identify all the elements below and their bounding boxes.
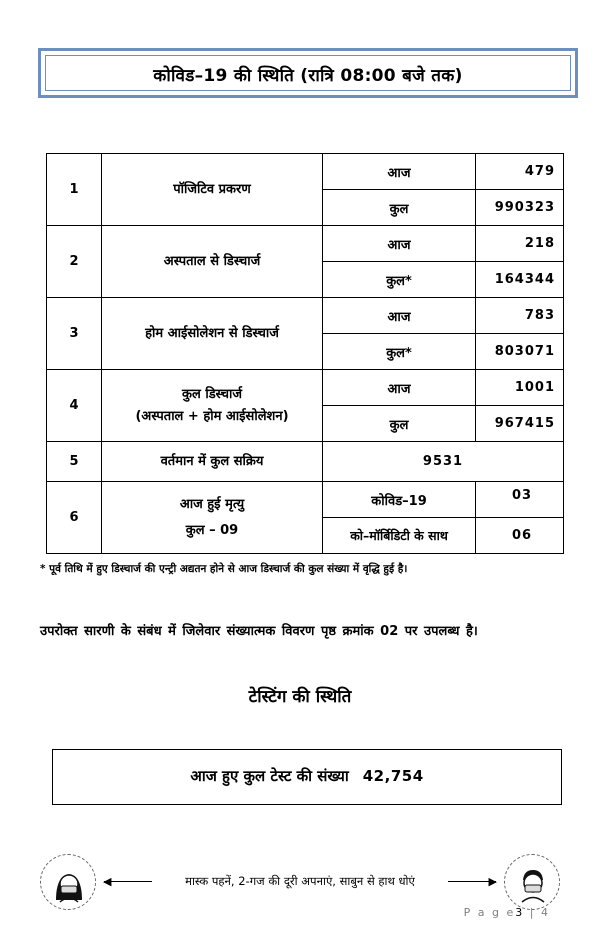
row-label: अस्पताल से डिस्चार्ज: [102, 226, 323, 298]
row-label: वर्तमान में कुल सक्रिय: [102, 442, 323, 482]
testing-title: टेस्टिंग की स्थिति: [248, 687, 352, 707]
sub-value: 03: [476, 482, 564, 518]
row-number: 2: [47, 226, 102, 298]
right-arrow-icon: ▶: [488, 875, 497, 888]
sub-label: को–मॉर्बिडिटी के साथ: [323, 518, 476, 554]
page-title: कोविड–19 की स्थिति (रात्रि 08:00 बजे तक): [153, 66, 463, 86]
sub-value: 803071: [476, 334, 564, 370]
table-row: [47, 442, 564, 482]
masked-man-icon: [504, 854, 560, 910]
row-label: [102, 482, 323, 554]
title-box: [38, 48, 578, 98]
row-label-line2: कुल – 09: [185, 522, 239, 538]
row-number: 1: [47, 154, 102, 226]
sub-value: 479: [476, 154, 564, 190]
active-value: 9531: [323, 442, 564, 482]
row-label-line1: आज हुई मृत्यु: [179, 496, 245, 512]
row-label-line2: (अस्पताल + होम आईसोलेशन): [135, 408, 289, 424]
row-number: 4: [47, 370, 102, 442]
footnote: * पूर्व तिथि में हुए डिस्चार्ज की एन्ट्री अद्यतन होने से आज डिस्चार्ज की कुल संख्या में वृद्धि हुई है।: [40, 563, 408, 575]
sub-value: 990323: [476, 190, 564, 226]
sub-value: 164344: [476, 262, 564, 298]
row-number: 6: [47, 482, 102, 554]
table-row: [47, 226, 564, 262]
test-count-box: [52, 749, 562, 805]
row-label-line1: कुल डिस्चार्ज: [182, 386, 242, 402]
sub-label: कुल: [323, 190, 476, 226]
sub-label: कुल: [323, 406, 476, 442]
sub-label: कुल*: [323, 334, 476, 370]
table-row: [47, 154, 564, 190]
sub-label: आज: [323, 226, 476, 262]
sub-value: 1001: [476, 370, 564, 406]
covid-status-table: [46, 153, 564, 554]
row-label: [102, 370, 323, 442]
sub-label: कुल*: [323, 262, 476, 298]
sub-value: 06: [476, 518, 564, 554]
table-row: [47, 298, 564, 334]
sub-label: आज: [323, 154, 476, 190]
sub-label: आज: [323, 370, 476, 406]
row-number: 5: [47, 442, 102, 482]
sub-value: 783: [476, 298, 564, 334]
page-number: P a g e3 | 4: [463, 906, 550, 919]
sub-label: कोविड–19: [323, 482, 476, 518]
left-arrow-icon: ◀: [103, 875, 112, 888]
sub-value: 967415: [476, 406, 564, 442]
district-note: उपरोक्त सारणी के संबंध में जिलेवार संख्यात्मक विवरण पृष्ठ क्रमांक 02 पर उपलब्ध है।: [40, 624, 478, 639]
test-count-label: आज हुए कुल टेस्ट की संख्या: [190, 767, 349, 785]
table-row: [47, 482, 564, 518]
row-number: 3: [47, 298, 102, 370]
table-row: [47, 370, 564, 406]
row-label: होम आईसोलेशन से डिस्चार्ज: [102, 298, 323, 370]
sub-value: 218: [476, 226, 564, 262]
row-label: पॉजिटिव प्रकरण: [102, 154, 323, 226]
sub-label: आज: [323, 298, 476, 334]
test-count-value: 42,754: [362, 767, 424, 785]
safety-slogan: मास्क पहनें, 2-गज की दूरी अपनाएं, साबुन से हाथ धोएं: [185, 874, 415, 888]
footer-banner: [40, 854, 560, 910]
